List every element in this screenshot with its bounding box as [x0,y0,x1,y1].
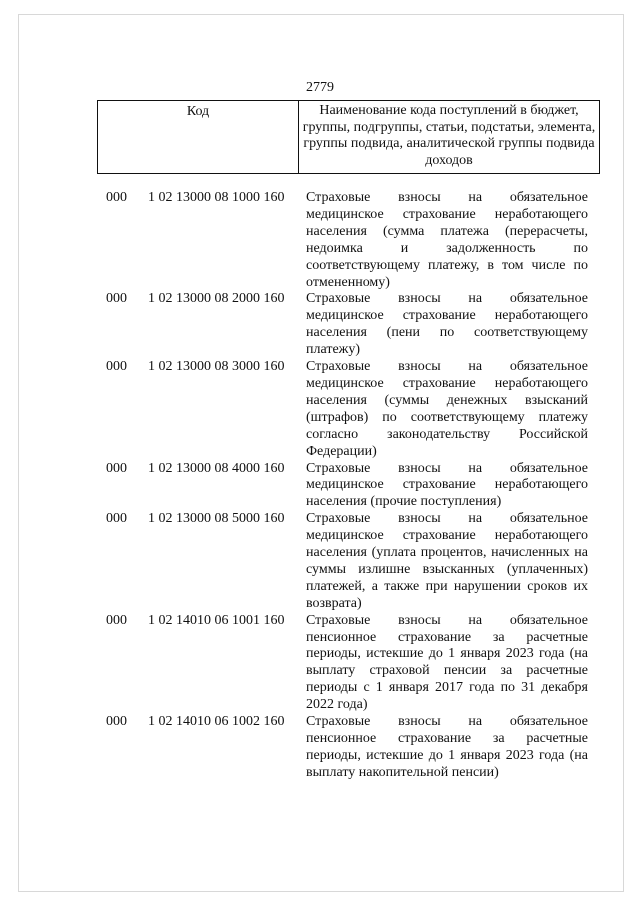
admin-code: 000 [106,714,127,730]
page-number: 2779 [306,80,334,95]
income-code: 1 02 14010 06 1002 160 [148,714,285,730]
income-description: Страховые взносы на обязательное медицинское страхование неработающего населения (суммы денежных взысканий (штрафов) по соответствующему платежу согласно законодательству Российской Федерации) [306,359,588,459]
income-code: 1 02 13000 08 5000 160 [148,511,285,527]
income-description: Страховые взносы на обязательное медицинское страхование неработающего населения (прочие поступления) [306,460,588,510]
income-code: 1 02 13000 08 3000 160 [148,359,285,375]
admin-code: 000 [106,460,127,476]
income-description: Страховые взносы на обязательное медицинское страхование неработающего населения (уплата процентов, начисленных на суммы излишне взысканных (уплаченных) платежей, а также при нарушении сроков их возврата) [306,511,588,611]
table-row [0,613,640,714]
income-code: 1 02 13000 08 4000 160 [148,460,285,476]
income-code: 1 02 13000 08 1000 160 [148,190,285,205]
table-row [0,461,640,512]
table-row [0,714,640,782]
table-body [0,190,640,782]
admin-code: 000 [106,291,127,307]
income-code: 1 02 14010 06 1001 160 [148,612,285,628]
table-row [0,359,640,460]
income-description: Страховые взносы на обязательное пенсионное страхование за расчетные периоды, истекшие до 1 января 2023 года (на выплату страховой пенсии за расчетные периоды с 1 января 2017 года по 31 декабря 2022 года) [306,612,588,713]
admin-code: 000 [106,511,127,527]
table-row [0,291,640,359]
header-name-column: Наименование кода поступлений в бюджет, группы, подгруппы, статьи, подстатьи, элемента, группы подвида, аналитической группы подвида доходов [302,103,596,168]
header-code-column: Код [98,101,299,173]
income-description: Страховые взносы на обязательное медицинское страхование неработающего населения (сумма платежа (перерасчеты, недоимка и задолженность по соответствующему платежу, в том числе по отмененному) [306,190,588,290]
income-code: 1 02 13000 08 2000 160 [148,291,285,307]
table-row [0,511,640,612]
admin-code: 000 [106,359,127,375]
income-description: Страховые взносы на обязательное медицинское страхование неработающего населения (пени по соответствующему платежу) [306,291,588,358]
income-description: Страховые взносы на обязательное пенсионное страхование за расчетные периоды, истекшие до 1 января 2023 года (на выплату накопительной пенсии) [306,714,588,780]
admin-code: 000 [106,190,127,205]
table-header [97,100,600,174]
table-row [0,190,640,291]
admin-code: 000 [106,612,127,628]
